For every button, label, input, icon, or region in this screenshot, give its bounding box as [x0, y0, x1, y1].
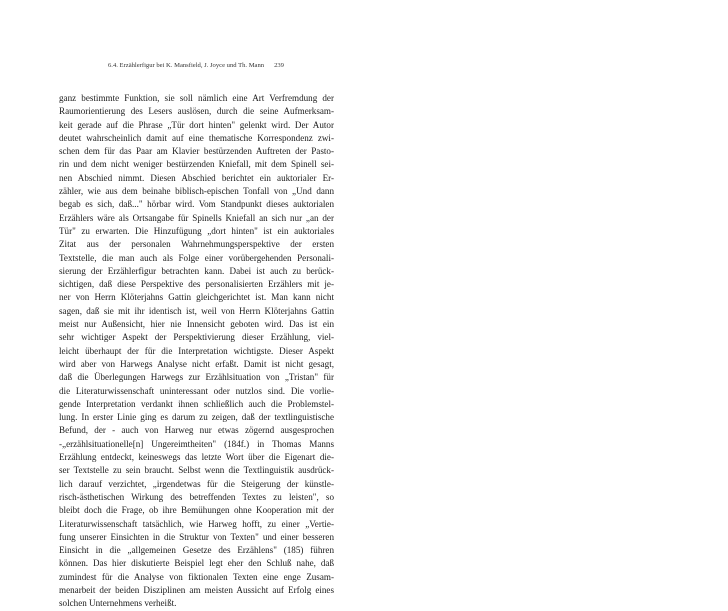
body-line: Raumorientierung des Lesers auslösen, durch die seine Aufmerksam- [59, 106, 334, 117]
body-line: leicht überhaupt der für die Interpretation wichtigste. Dieser Aspekt [59, 345, 334, 356]
body-line: rin und dem nicht weniger bestürzenden Kniefall, mit dem Spinell sei- [59, 159, 334, 170]
body-line: Einsicht in die „allgemeinen Gesetze des Erzählens" (185) führen [59, 545, 334, 556]
body-line: sichtigen, daß diese Perspektive des personalisierten Erzählers mit je- [59, 279, 334, 290]
body-line: sehr wichtiger Aspekt der Perspektivierung dieser Erzählung, viel- [59, 332, 334, 343]
body-line: Erzählung entdeckt, keineswegs das letzte Wort über die Eigenart die- [59, 452, 334, 463]
body-line: -„erzählsituationelle[n] Ungereimtheiten" (184f.) in Thomas Manns [59, 438, 334, 449]
body-line: begab es sich, daß..." hörbar wird. Vom Standpunkt dieses auktorialen [59, 199, 334, 210]
body-line: menarbeit der beiden Disziplinen am meisten Aussicht auf Erfolg eines [59, 584, 334, 595]
body-line: wird aber von Harwegs Analyse nicht erfaßt. Damit ist nicht gesagt, [59, 358, 334, 369]
body-line: können. Das hier diskutierte Beispiel legt eher den Schluß nahe, daß [59, 558, 334, 569]
body-line: Tür" zu erwarten. Die Hinzufügung „dort hinten" ist ein auktoriales [59, 225, 334, 236]
body-line: risch-ästhetischen Wirkung des betreffenden Textes zu leisten", so [59, 491, 334, 502]
body-line: zähler, wie aus dem beinahe biblisch-epischen Tonfall von „Und dann [59, 186, 334, 197]
body-line: die Literaturwissenschaft uninteressant oder nutzlos sind. Die vorlie- [59, 385, 334, 396]
body-line: deutet wahrscheinlich damit auf eine thematische Korrespondenz zwi- [59, 132, 334, 143]
body-line: gende Interpretation verdankt ihnen schließlich auch die Problemstel- [59, 398, 334, 409]
body-line: Erzählers wäre als Ortsangabe für Spinells Kniefall an sich nur „an der [59, 212, 334, 223]
body-line: nen Abschied nimmt. Diesen Abschied berichtet ein auktorialer Er- [59, 172, 334, 183]
body-line: Textstelle, die man auch als Folge einer vorübergehenden Personali- [59, 252, 334, 263]
body-line: ser Textstelle zu sein braucht. Selbst wenn die Textlinguistik ausdrück- [59, 465, 334, 476]
body-line: zumindest für die Analyse von fiktionalen Texten eine enge Zusam- [59, 571, 334, 582]
body-line: bleibt doch die Frage, ob ihre Bemühungen ohne Kooperation mit der [59, 505, 334, 516]
body-line: solchen Unternehmens verheißt. [59, 598, 177, 609]
body-line: Zitat aus der personalen Wahrnehmungsperspektive der ersten [59, 239, 334, 250]
body-line: keit gerade auf die Phrase „Tür dort hinten" gelenkt wird. Der Autor [59, 119, 334, 130]
body-line: daß die Überlegungen Harwegs zur Erzählsituation von „Tristan" für [59, 372, 334, 383]
body-line: sierung der Erzählerfigur betrachten kann. Dabei ist auch zu berück- [59, 265, 334, 276]
body-line: meist nur Außensicht, hier nie Innensicht geboten wird. Das ist ein [59, 319, 334, 330]
body-line: lung. In erster Linie ging es darum zu zeigen, daß der textlinguistische [59, 412, 334, 423]
body-line: schen dem für das Paar am Klavier bestürzenden Auftreten der Pasto- [59, 146, 334, 157]
body-line: lich darauf verzichtet, „irgendetwas für die Steigerung der künstle- [59, 478, 334, 489]
body-line: Literaturwissenschaft tatsächlich, wie Harweg hofft, zu einer „Vertie- [59, 518, 334, 529]
running-title: 6.4. Erzählerfigur bei K. Mansfield, J. Joyce und Th. Mann [108, 62, 265, 69]
page-number: 239 [274, 62, 284, 69]
body-line: ner von Herrn Klöterjahns Gattin gleichgerichtet ist. Man kann nicht [59, 292, 334, 303]
body-line: ganz bestimmte Funktion, sie soll nämlich eine Art Verfremdung der [59, 93, 334, 103]
body-line: Befund, der - auch von Harweg nur etwas zögernd ausgesprochen [59, 425, 334, 436]
running-header [108, 62, 284, 70]
body-line: sagen, daß sie mit ihr identisch ist, weil von Herrn Klöterjahns Gattin [59, 305, 334, 316]
body-text [59, 92, 334, 611]
body-line: fung unserer Einsichten in die Struktur von Texten" und einer besseren [59, 531, 334, 542]
